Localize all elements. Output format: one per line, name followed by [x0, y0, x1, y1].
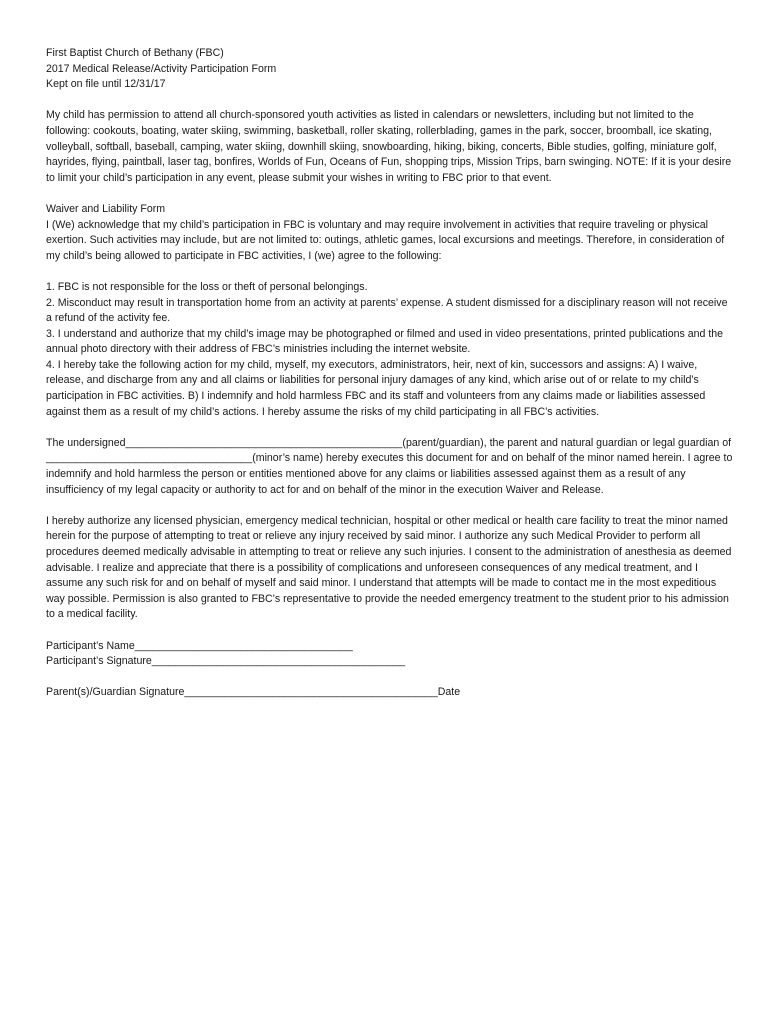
- org-name: First Baptist Church of Bethany (FBC): [46, 47, 224, 59]
- term-item: 4. I hereby take the following action for my child, myself, my executors, administrators, heir, next of kin, successors and assigns: A) I waive, release, and discharge from any and all claims or liabilities for personal injury damages of any kind, which arise out of or relate to my child’s participation in FBC activities. B) I indemnify and hold harmless FBC and its staff and volunteers from any claims made or liabilities assessed against them as a result of my child’s actions. I hereby assume the risks of my child participating in all FBC’s activities.: [46, 358, 709, 418]
- medical-authorization-paragraph: I hereby authorize any licensed physician, emergency medical technician, hospital or other medical or health care facility to treat the minor named herein for the purpose of attempting to treat or relieve any injury received by said minor. I authorize any such Medical Provider to perform all procedures deemed medically advisable in attempting to treat or relieve any such injuries. I consent to the administration of anesthesia as deemed advisable. I realize and appreciate that there is a possibility of complications and unforeseen consequences of any medical treatment, and I assume any such risk for and on behalf of myself and said minor. I understand that attempts will be made to contact me in the most expeditious way possible. Permission is also granted to FBC’s representative to provide the needed emergency treatment to the student prior to his admission to a medical facility.: [46, 514, 735, 621]
- terms-list: [46, 280, 736, 420]
- kept-on-file-note: Kept on file until 12/31/17: [46, 78, 166, 91]
- term-item: 1. FBC is not responsible for the loss or theft of personal belongings.: [46, 280, 368, 293]
- term-item: 2. Misconduct may result in transportation home from an activity at parents’ expense. A student dismissed for a disciplinary reason will not receive a refund of the activity fee.: [46, 296, 731, 325]
- form-title: 2017 Medical Release/Activity Participation Form: [46, 62, 277, 75]
- intro-paragraph: My child has permission to attend all church-sponsored youth activities as listed in calendars or newsletters, including but not limited to the following: cookouts, boating, water skiing, swimming, basketball, roller skating, rollerblading, games in the park, soccer, broomball, ice skating, volleyball, softball, baseball, camping, water skiing, downhill skiing, snowboarding, hiking, biking, concerts, Bible studies, golfing, miniature golf, hayrides, flying, paintball, laser tag, bonfires, Worlds of Fun, Oceans of Fun, shopping trips, Mission Trips, barn swinging. NOTE: If it is your desire to limit your child’s participation in any event, please submit your wishes in writing to FBC prior to that event.: [46, 109, 735, 184]
- participant-signature-line[interactable]: Participant’s Signature___________________________________________: [46, 655, 406, 668]
- waiver-body: I (We) acknowledge that my child’s participation in FBC is voluntary and may require involvement in activities that require traveling or physical exertion. Such activities may include, but are not limited to: outings, athletic games, local excursions and meetings. Therefore, in consideration of my child’s being allowed to participate in FBC activities, I (we) agree to the following:: [46, 218, 728, 262]
- form-header: [46, 46, 736, 93]
- waiver-heading: Waiver and Liability Form: [46, 202, 166, 215]
- guardian-signature-line[interactable]: Parent(s)/Guardian Signature___________________________________________Date: [46, 686, 461, 699]
- participant-name-line[interactable]: Participant’s Name_____________________________________: [46, 639, 353, 652]
- term-item: 3. I understand and authorize that my child’s image may be photographed or filmed and used in video presentations, printed publications and the annual photo directory with their address of FBC’s ministries including the internet website.: [46, 327, 727, 356]
- release-form: [46, 46, 736, 701]
- waiver-section: [46, 202, 736, 264]
- signature-block: [46, 639, 736, 701]
- undersigned-paragraph: The undersigned_______________________________________________(parent/guardian), the parent and natural guardian or legal guardian of ___________________________________(minor’s name) hereby executes this document for and on behalf of the minor named herein. I agree to indemnify and hold harmless the person or entities mentioned above for any claims or liabilities assessed against them as a result of any insufficiency of my legal capacity or authority to act for and on behalf of the minor in the execution Waiver and Release.: [46, 436, 736, 496]
